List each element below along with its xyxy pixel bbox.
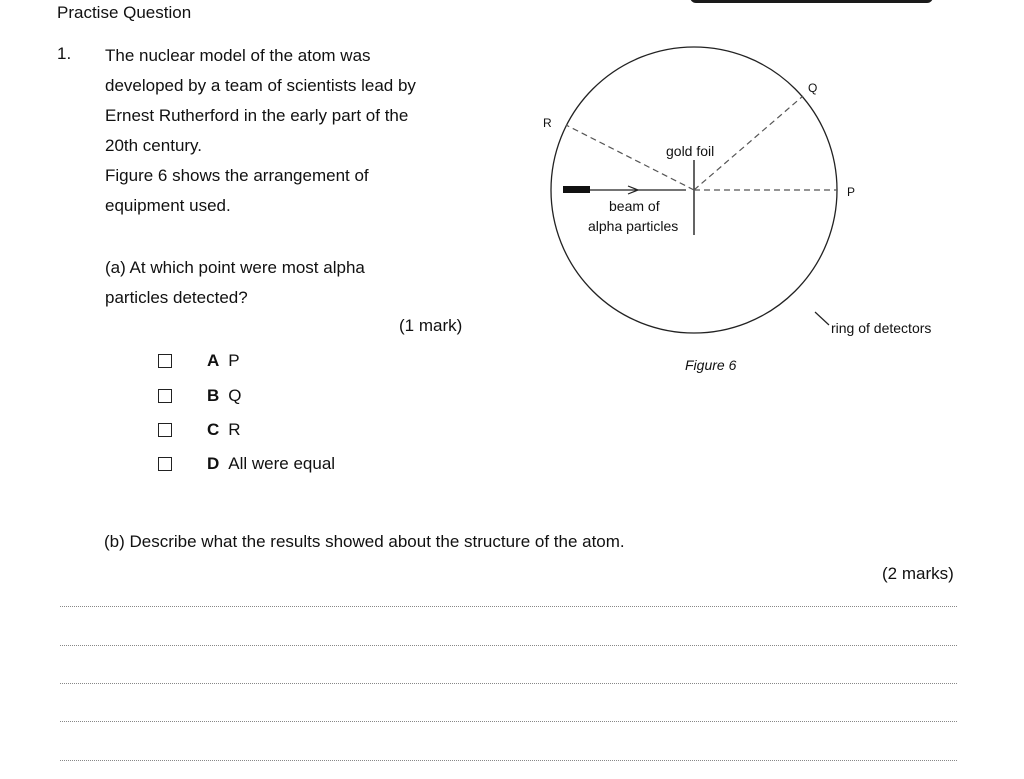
- option-letter: D: [207, 454, 220, 473]
- answer-line-4[interactable]: [60, 721, 957, 722]
- page-title: Practise Question: [57, 3, 192, 22]
- intro-line: 20th century.: [105, 136, 203, 155]
- label-gold-foil: gold foil: [666, 143, 715, 159]
- option-text: Q: [228, 386, 242, 405]
- figure-caption: Figure 6: [685, 357, 737, 373]
- part-b-marks: (2 marks): [882, 564, 954, 583]
- option-letter: C: [207, 420, 220, 439]
- answer-line-3[interactable]: [60, 683, 957, 684]
- label-q: Q: [808, 81, 818, 95]
- option-text: R: [228, 420, 241, 439]
- option-text: P: [228, 351, 240, 370]
- option-letter: A: [207, 351, 220, 370]
- label-beam-line2: alpha particles: [588, 218, 679, 234]
- intro-line: equipment used.: [105, 196, 231, 215]
- label-r: R: [543, 116, 552, 130]
- intro-line: developed by a team of scientists lead by: [105, 76, 416, 95]
- answer-line-1[interactable]: [60, 606, 957, 607]
- label-p: P: [847, 185, 856, 199]
- label-ring: ring of detectors: [831, 320, 932, 336]
- part-a-line: particles detected?: [105, 288, 248, 307]
- part-a-line: (a) At which point were most alpha: [105, 258, 365, 277]
- answer-line-2[interactable]: [60, 645, 957, 646]
- answer-line-5[interactable]: [60, 760, 957, 761]
- intro-line: Figure 6 shows the arrangement of: [105, 166, 369, 185]
- alpha-source-block: [563, 186, 590, 193]
- intro-line: The nuclear model of the atom was: [105, 46, 371, 65]
- option-text: All were equal: [228, 454, 336, 473]
- question-number: 1.: [57, 44, 72, 63]
- ring-pointer-line: [815, 312, 829, 325]
- label-beam-line1: beam of: [609, 198, 660, 214]
- option-letter: B: [207, 386, 220, 405]
- part-b-question: (b) Describe what the results showed about the structure of the atom.: [104, 532, 625, 551]
- part-a-marks: (1 mark): [399, 316, 463, 335]
- intro-line: Ernest Rutherford in the early part of the: [105, 106, 409, 125]
